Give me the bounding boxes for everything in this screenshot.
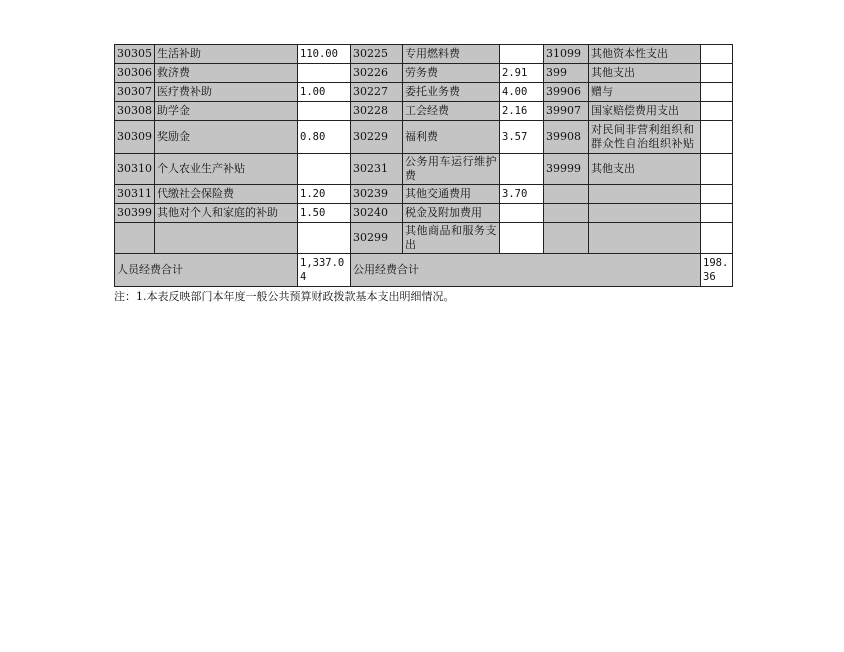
item-cell: 助学金 bbox=[155, 102, 298, 121]
code-cell: 30309 bbox=[115, 121, 155, 154]
amount-cell bbox=[701, 83, 733, 102]
item-cell bbox=[155, 223, 298, 254]
code-cell: 30299 bbox=[351, 223, 403, 254]
amount-cell: 3.57 bbox=[500, 121, 544, 154]
table-row bbox=[115, 102, 733, 121]
code-cell: 30240 bbox=[351, 204, 403, 223]
item-cell: 其他对个人和家庭的补助 bbox=[155, 204, 298, 223]
code-cell: 30310 bbox=[115, 154, 155, 185]
amount-cell bbox=[701, 45, 733, 64]
item-cell bbox=[589, 185, 701, 204]
amount-cell bbox=[701, 185, 733, 204]
code-cell: 30227 bbox=[351, 83, 403, 102]
code-cell: 30231 bbox=[351, 154, 403, 185]
table-row bbox=[115, 121, 733, 154]
code-cell: 39908 bbox=[544, 121, 589, 154]
item-cell: 个人农业生产补贴 bbox=[155, 154, 298, 185]
item-cell: 代缴社会保险费 bbox=[155, 185, 298, 204]
amount-cell bbox=[298, 64, 351, 83]
totals-row bbox=[115, 254, 733, 287]
expenditure-table bbox=[114, 44, 733, 287]
item-cell: 委托业务费 bbox=[403, 83, 500, 102]
code-cell: 31099 bbox=[544, 45, 589, 64]
amount-cell: 2.16 bbox=[500, 102, 544, 121]
item-cell: 其他交通费用 bbox=[403, 185, 500, 204]
code-cell: 30226 bbox=[351, 64, 403, 83]
amount-cell bbox=[701, 64, 733, 83]
amount-cell bbox=[500, 45, 544, 64]
code-cell: 30307 bbox=[115, 83, 155, 102]
amount-cell: 1.00 bbox=[298, 83, 351, 102]
amount-cell: 110.00 bbox=[298, 45, 351, 64]
amount-cell bbox=[701, 102, 733, 121]
table-row bbox=[115, 83, 733, 102]
item-cell: 赠与 bbox=[589, 83, 701, 102]
item-cell: 工会经费 bbox=[403, 102, 500, 121]
amount-cell bbox=[701, 204, 733, 223]
table-footnote: 注：1.本表反映部门本年度一般公共预算财政拨款基本支出明细情况。 bbox=[114, 290, 455, 303]
code-cell: 30308 bbox=[115, 102, 155, 121]
item-cell: 福利费 bbox=[403, 121, 500, 154]
table-row bbox=[115, 204, 733, 223]
amount-cell bbox=[500, 204, 544, 223]
table-row bbox=[115, 64, 733, 83]
amount-cell: 1.20 bbox=[298, 185, 351, 204]
amount-cell: 2.91 bbox=[500, 64, 544, 83]
item-cell bbox=[589, 223, 701, 254]
item-cell: 劳务费 bbox=[403, 64, 500, 83]
amount-cell: 1.50 bbox=[298, 204, 351, 223]
amount-cell bbox=[500, 154, 544, 185]
amount-cell bbox=[298, 154, 351, 185]
item-cell: 生活补助 bbox=[155, 45, 298, 64]
item-cell: 其他支出 bbox=[589, 64, 701, 83]
public-total-value: 198.36 bbox=[701, 254, 733, 287]
table-row bbox=[115, 154, 733, 185]
code-cell: 30229 bbox=[351, 121, 403, 154]
code-cell: 399 bbox=[544, 64, 589, 83]
amount-cell bbox=[298, 102, 351, 121]
amount-cell: 0.80 bbox=[298, 121, 351, 154]
code-cell bbox=[544, 204, 589, 223]
code-cell bbox=[544, 223, 589, 254]
code-cell: 30225 bbox=[351, 45, 403, 64]
table-row bbox=[115, 45, 733, 64]
personnel-total-label: 人员经费合计 bbox=[115, 254, 298, 287]
code-cell: 39907 bbox=[544, 102, 589, 121]
item-cell: 其他资本性支出 bbox=[589, 45, 701, 64]
item-cell: 其他商品和服务支出 bbox=[403, 223, 500, 254]
item-cell: 公务用车运行维护费 bbox=[403, 154, 500, 185]
code-cell bbox=[115, 223, 155, 254]
code-cell: 30311 bbox=[115, 185, 155, 204]
code-cell bbox=[544, 185, 589, 204]
budget-sheet bbox=[114, 44, 732, 304]
table-row bbox=[115, 185, 733, 204]
amount-cell: 3.70 bbox=[500, 185, 544, 204]
amount-cell bbox=[701, 121, 733, 154]
item-cell: 专用燃料费 bbox=[403, 45, 500, 64]
amount-cell bbox=[701, 223, 733, 254]
table-row bbox=[115, 223, 733, 254]
code-cell: 30305 bbox=[115, 45, 155, 64]
item-cell: 其他支出 bbox=[589, 154, 701, 185]
code-cell: 39999 bbox=[544, 154, 589, 185]
amount-cell bbox=[701, 154, 733, 185]
item-cell: 救济费 bbox=[155, 64, 298, 83]
item-cell: 奖励金 bbox=[155, 121, 298, 154]
public-total-label: 公用经费合计 bbox=[351, 254, 701, 287]
item-cell: 对民间非营利组织和群众性自治组织补贴 bbox=[589, 121, 701, 154]
code-cell: 30399 bbox=[115, 204, 155, 223]
amount-cell bbox=[298, 223, 351, 254]
item-cell bbox=[589, 204, 701, 223]
code-cell: 39906 bbox=[544, 83, 589, 102]
personnel-total-value: 1,337.04 bbox=[298, 254, 351, 287]
item-cell: 医疗费补助 bbox=[155, 83, 298, 102]
item-cell: 国家赔偿费用支出 bbox=[589, 102, 701, 121]
amount-cell bbox=[500, 223, 544, 254]
code-cell: 30239 bbox=[351, 185, 403, 204]
amount-cell: 4.00 bbox=[500, 83, 544, 102]
code-cell: 30306 bbox=[115, 64, 155, 83]
item-cell: 税金及附加费用 bbox=[403, 204, 500, 223]
code-cell: 30228 bbox=[351, 102, 403, 121]
